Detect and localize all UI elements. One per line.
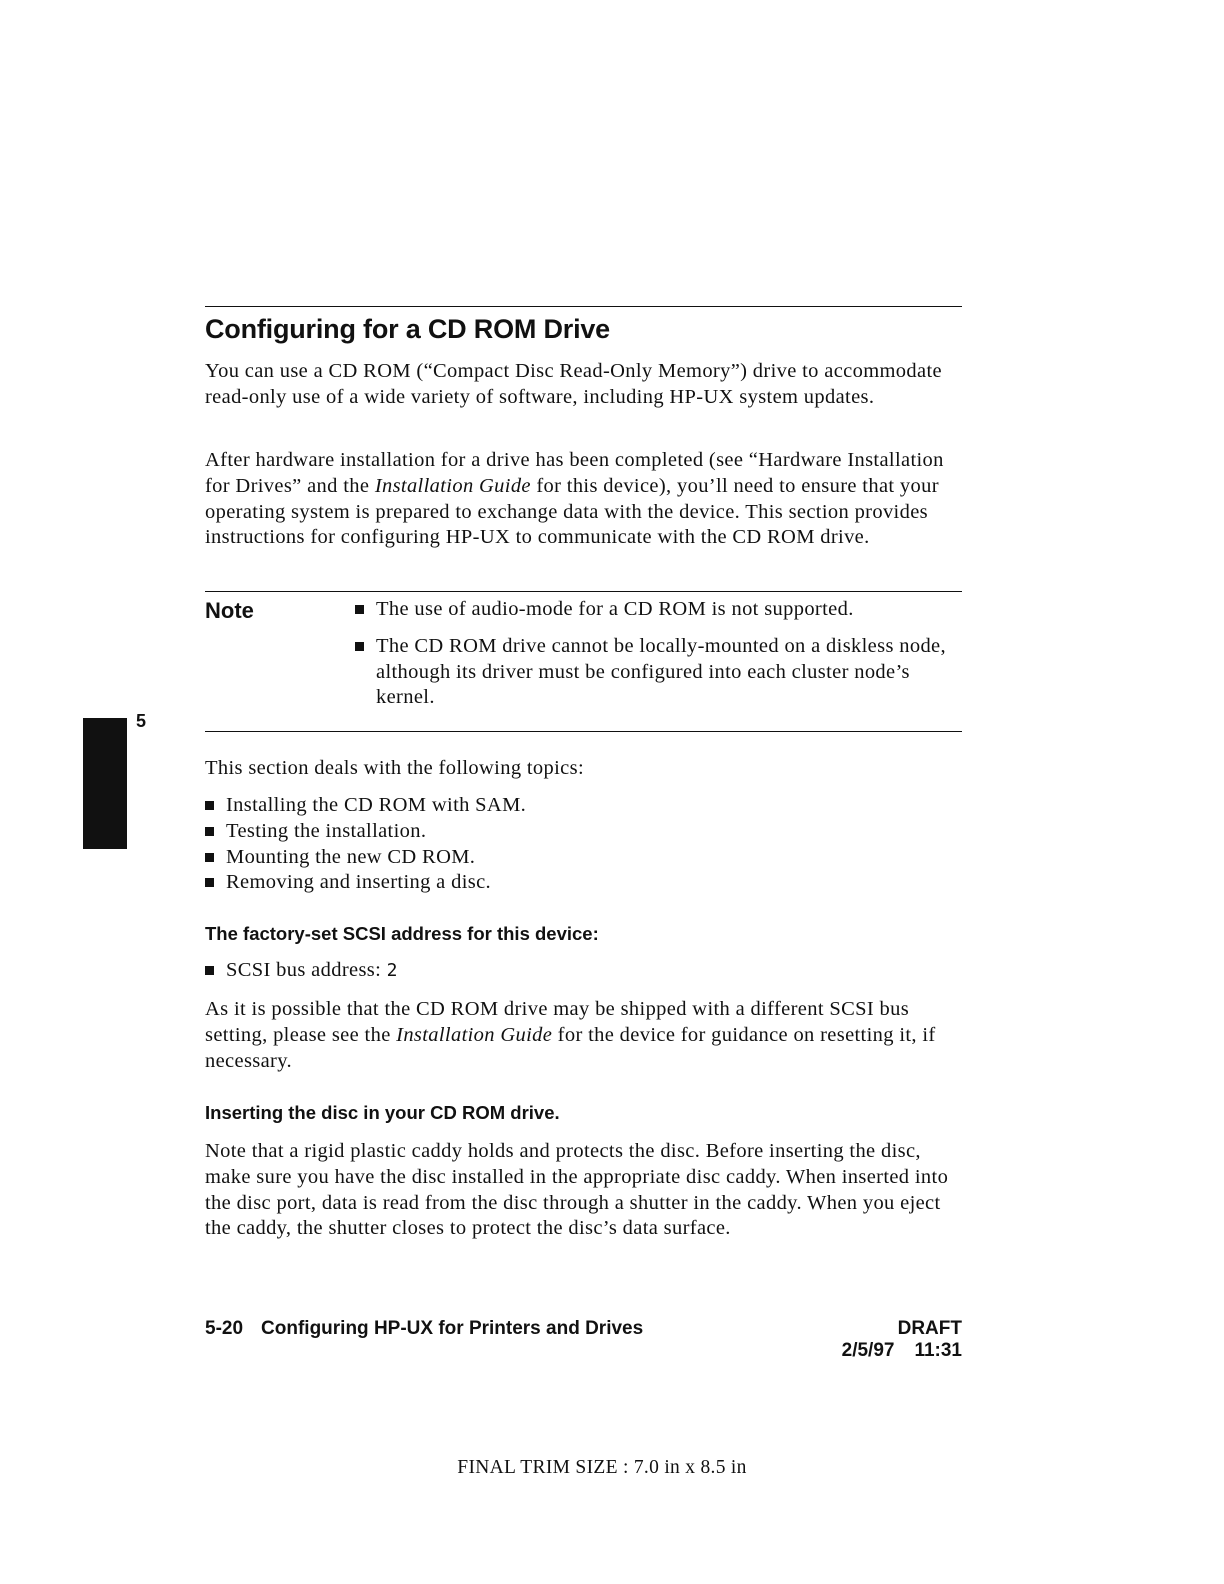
bullet-square-icon	[205, 853, 214, 862]
note-item	[355, 597, 965, 623]
scsi-bus-value: 2	[386, 960, 398, 981]
scsi-paragraph	[205, 997, 965, 1074]
scsi-p-text-2: for the device for guidance on resetting it, if necessary.	[205, 1023, 936, 1072]
bullet-square-icon	[355, 605, 364, 614]
bullet-square-icon	[205, 966, 214, 975]
installation-guide-title: Installation Guide	[396, 1023, 553, 1046]
note-bottom-rule	[205, 731, 962, 732]
note-item	[355, 634, 965, 711]
list-item	[205, 793, 965, 819]
list-item	[205, 819, 965, 845]
inserting-heading: Inserting the disc in your CD ROM drive.	[205, 1102, 560, 1123]
inserting-paragraph: Note that a rigid plastic caddy holds and protects the disc. Before inserting the disc, make sure you have the disc installed in the appropriate disc caddy. When inserted into the disc port, data is read from the disc through a shutter in the caddy. When you eject the caddy, the shutter closes to protect the disc’s data surface.	[205, 1140, 949, 1240]
note-item-text: The use of audio-mode for a CD ROM is not supported.	[376, 598, 854, 620]
page-footer-left	[205, 1318, 643, 1340]
scsi-heading: The factory-set SCSI address for this device:	[205, 923, 599, 944]
topic-text: Mounting the new CD ROM.	[226, 845, 476, 868]
chapter-thumb-tab	[83, 718, 127, 849]
intro-paragraph-1: You can use a CD ROM (“Compact Disc Read-Only Memory”) drive to accommodate read-only use of a wide variety of software, including HP-UX system updates.	[205, 360, 942, 408]
trim-size-note: FINAL TRIM SIZE : 7.0 in x 8.5 in	[457, 1457, 747, 1478]
intro-p2-text-1: After hardware installation for a drive has been completed (see “Hardware Installation for Drives” and the	[205, 449, 944, 497]
topic-text: Installing the CD ROM with SAM.	[226, 794, 527, 816]
draft-status: DRAFT	[897, 1318, 962, 1339]
note-list	[355, 597, 965, 722]
topic-text: Testing the installation.	[226, 819, 427, 842]
footer-chapter-title: Configuring HP-UX for Printers and Drives	[261, 1318, 644, 1339]
scsi-list	[205, 958, 965, 984]
note-top-rule	[205, 591, 962, 592]
section-title: Configuring for a CD ROM Drive	[205, 314, 610, 344]
intro-p2-text-2: for this device), you’ll need to ensure that your operating system is prepared to exchange data with the device. This section provides instructions for configuring HP-UX to communicate with the CD ROM drive.	[205, 474, 939, 549]
list-item	[205, 845, 965, 871]
scsi-bus-label: SCSI bus address:	[226, 959, 387, 981]
intro-paragraph-2	[205, 448, 965, 551]
heading-rule	[205, 306, 962, 307]
chapter-tab-number: 5	[136, 711, 147, 731]
installation-guide-title: Installation Guide	[374, 474, 531, 497]
list-item	[205, 958, 965, 984]
bullet-square-icon	[205, 878, 214, 887]
page-footer-right	[842, 1318, 962, 1362]
topics-list	[205, 793, 965, 896]
bullet-square-icon	[205, 801, 214, 810]
bullet-square-icon	[355, 642, 364, 651]
draft-timestamp	[842, 1340, 962, 1362]
bullet-square-icon	[205, 827, 214, 836]
topic-text: Removing and inserting a disc.	[226, 871, 491, 894]
draft-time: 11:31	[914, 1340, 962, 1361]
page-number: 5-20	[205, 1318, 244, 1339]
list-item	[205, 870, 965, 896]
scsi-p-text-1: As it is possible that the CD ROM drive may be shipped with a different SCSI bus setting, please see the	[205, 998, 910, 1046]
topics-intro: This section deals with the following topics:	[205, 757, 585, 779]
note-label: Note	[205, 598, 254, 623]
note-item-text: The CD ROM drive cannot be locally-mounted on a diskless node, although its driver must be configured into each cluster node’s kernel.	[376, 634, 946, 709]
draft-date: 2/5/97	[841, 1340, 895, 1361]
